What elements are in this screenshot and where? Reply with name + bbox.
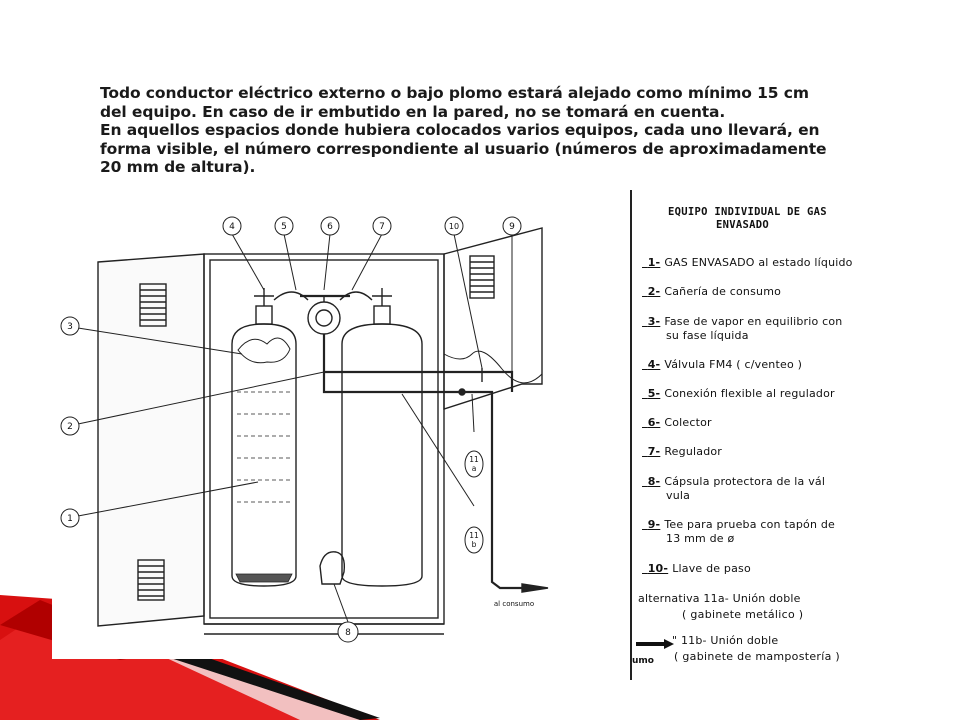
- legend-item-num: 10-: [647, 562, 669, 575]
- callout-num-3: 3: [67, 322, 73, 332]
- legend-alt-11a-note: ( gabinete metálico ): [682, 608, 804, 621]
- legend-item-text-cont: 13 mm de ø: [666, 532, 735, 545]
- legend-item-10: [642, 562, 878, 576]
- collector-regulator: [274, 292, 372, 334]
- callout-num-2: 2: [67, 422, 73, 432]
- legend-item-text: Cañería de consumo: [664, 285, 782, 298]
- legend-alt-11b-note: ( gabinete de mampostería ): [674, 650, 841, 663]
- legend-item-text: Colector: [664, 416, 712, 429]
- legend-item-3: [642, 315, 878, 343]
- legend-item-7: [642, 445, 878, 459]
- legend-item-num: 6-: [647, 416, 661, 429]
- legend-arrow-icon: [636, 638, 676, 650]
- legend-item-text: Conexión flexible al regulador: [664, 387, 835, 400]
- legend-title-line-1: EQUIPO INDIVIDUAL DE GAS: [668, 206, 827, 218]
- legend-item-num: 5-: [647, 387, 661, 400]
- callout-num-5: 5: [281, 222, 287, 232]
- legend-title: [668, 206, 868, 232]
- legend-panel: [630, 190, 880, 680]
- callout-num-6: 6: [327, 222, 333, 232]
- legend-item-num: 4-: [647, 358, 661, 371]
- legend-item-num: 3-: [647, 315, 661, 328]
- legend-item-8: [642, 475, 878, 503]
- gas-cabinet-diagram: [52, 204, 632, 659]
- legend-item-num: 8-: [647, 475, 661, 488]
- legend-item-text: Cápsula protectora de la vál: [664, 475, 826, 488]
- legend-item-9: [642, 518, 878, 546]
- intro-line-2: del equipo. En caso de ir embutido en la pared, no se tomará en cuenta.: [100, 102, 726, 121]
- callout-num-8: 8: [345, 628, 351, 638]
- intro-paragraph: [100, 84, 860, 177]
- consumo-label: al consumo: [493, 600, 535, 608]
- valve-capsule: [320, 552, 344, 584]
- legend-item-text-cont: vula: [666, 489, 691, 502]
- legend-umo-label: umo: [632, 656, 654, 666]
- legend-alt-11a: [638, 592, 874, 606]
- legend-item-6: [642, 416, 878, 430]
- legend-item-text: Regulador: [664, 445, 723, 458]
- consumption-pipe: [324, 334, 548, 592]
- legend-item-text-cont: su fase líquida: [666, 329, 749, 342]
- intro-line-5: 20 mm de altura).: [100, 158, 256, 176]
- legend-item-1: [642, 256, 878, 270]
- cabinet-drawing: [52, 204, 632, 659]
- legend-alt-11b-text: " 11b- Unión doble: [672, 634, 779, 647]
- legend-title-line-2: ENVASADO: [716, 219, 769, 231]
- callout-num-11a-bottom: a: [471, 464, 477, 473]
- legend-item-text: GAS ENVASADO al estado líquido: [664, 256, 853, 269]
- legend-alt-11b: [672, 634, 908, 648]
- legend-item-5: [642, 387, 878, 401]
- left-door: [98, 254, 204, 626]
- legend-alt-11a-text: alternativa 11a- Unión doble: [638, 592, 801, 605]
- legend-item-num: 2-: [647, 285, 661, 298]
- callout-num-11b-top: 11: [469, 531, 479, 540]
- legend-item-text: Fase de vapor en equilibrio con: [664, 315, 843, 328]
- callout-num-4: 4: [229, 222, 235, 232]
- callout-num-11a-top: 11: [469, 455, 479, 464]
- legend-item-text: Tee para prueba con tapón de: [664, 518, 835, 531]
- intro-line-1: Todo conductor eléctrico externo o bajo plomo estará alejado como mínimo 15 cm: [100, 84, 809, 102]
- legend-item-text: Llave de paso: [672, 562, 751, 575]
- callout-num-9: 9: [509, 222, 515, 232]
- legend-item-text: Válvula FM4 ( c/venteo ): [664, 358, 803, 371]
- callout-num-10: 10: [448, 222, 460, 231]
- legend-item-2: [642, 285, 878, 299]
- intro-line-3: En aquellos espacios donde hubiera colocados varios equipos, cada uno llevará, en: [100, 121, 820, 139]
- callout-num-11b-bottom: b: [471, 540, 477, 549]
- callout-num-1: 1: [67, 514, 73, 524]
- legend-item-4: [642, 358, 878, 372]
- legend-item-num: 7-: [647, 445, 661, 458]
- intro-line-4: forma visible, el número correspondiente al usuario (números de aproximadamente: [100, 139, 827, 158]
- gas-cylinder-right: [342, 288, 422, 586]
- callout-num-7: 7: [379, 222, 385, 232]
- legend-item-num: 1-: [647, 256, 661, 269]
- gas-cylinder-left: [232, 288, 296, 586]
- legend-item-num: 9-: [647, 518, 661, 531]
